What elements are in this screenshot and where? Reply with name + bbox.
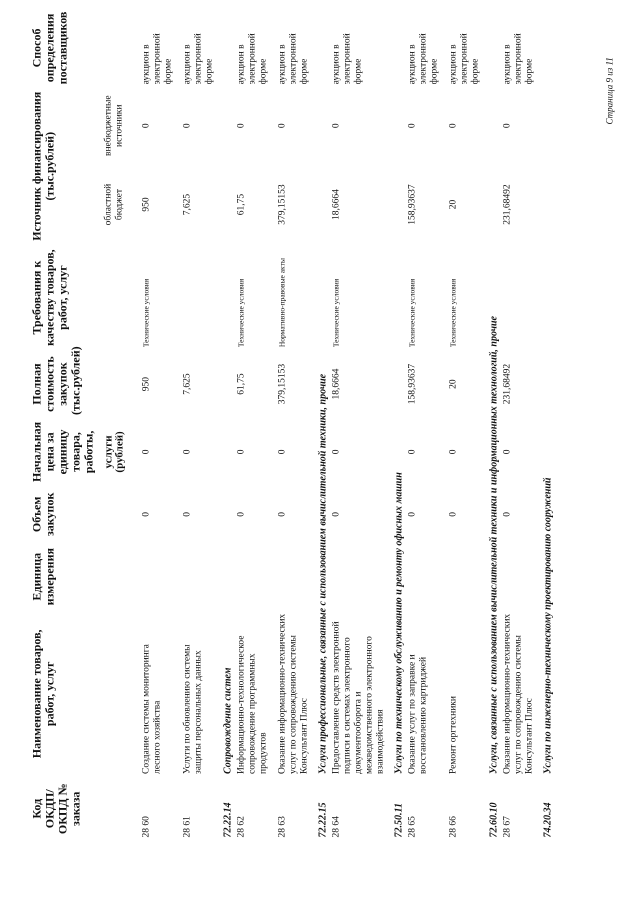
col-full-cost-header: Полная стоимость закупок (тыс.рублей)	[29, 346, 83, 415]
table-row	[234, 9, 275, 841]
item-name: Ремонт оргтехники	[448, 696, 459, 775]
item-name: Создание системы мониторинга лесного хозяйства	[141, 644, 163, 775]
item-name: Оказание информационно-технических услуг по сопровождению системы Консультант Плюс	[502, 613, 535, 775]
table-row	[329, 9, 392, 841]
item-requirements	[500, 245, 541, 350]
item-unit	[405, 543, 446, 611]
col-unit-header: Единица измерения	[29, 548, 57, 606]
section-code: 72.50.11	[393, 803, 405, 838]
item-name: Услуги по обновлению системы защиты персональных данных	[182, 644, 204, 775]
col-source-regional-header: областной бюджет	[103, 183, 125, 226]
item-volume: 0	[277, 511, 288, 517]
order-code: 28 60	[141, 816, 152, 838]
item-price: 0	[182, 449, 193, 455]
item-method: аукцион в электронной форме	[277, 33, 310, 85]
item-volume: 0	[448, 511, 459, 517]
item-method: аукцион в электронной форме	[236, 33, 269, 85]
item-regional: 950	[141, 197, 152, 212]
item-extra: 0	[236, 123, 247, 129]
rotated-page	[1, 0, 640, 905]
item-method: аукцион в электронной форме	[502, 33, 535, 85]
item-extra: 0	[448, 123, 459, 129]
section-code: 72.22.15	[317, 802, 329, 838]
item-unit	[329, 543, 392, 611]
item-cost: 379,15153	[277, 363, 288, 405]
section-title: Сопровождение систем	[222, 667, 234, 775]
header-row	[29, 9, 98, 841]
item-price: 0	[407, 449, 418, 455]
item-unit	[180, 543, 221, 611]
item-regional: 7,625	[182, 193, 193, 216]
item-regional: 61,75	[236, 193, 247, 216]
item-volume: 0	[141, 511, 152, 517]
item-cost: 158,93637	[407, 363, 418, 405]
item-extra: 0	[141, 123, 152, 129]
item-requirements: Технические условия	[141, 278, 151, 348]
section-row	[541, 9, 554, 841]
col-code-header: Код ОКДП/ ОКПД № заказа	[29, 783, 83, 835]
item-extra: 0	[182, 123, 193, 129]
section-row	[487, 9, 500, 841]
item-regional: 379,15153	[277, 184, 288, 225]
item-volume: 0	[182, 511, 193, 517]
order-code: 28 63	[277, 816, 288, 838]
col-volume-header: Объем закупок	[29, 492, 57, 537]
section-title: Услуги профессиональные, связанные с использованием вычислительной техники, прочие	[317, 373, 329, 775]
section-title: Услуги по инженерно-техническому проектированию сооружений	[542, 477, 554, 775]
item-extra: 0	[407, 123, 418, 129]
item-price: 0	[236, 449, 247, 455]
item-volume: 0	[407, 511, 418, 517]
item-cost: 231,68492	[502, 363, 513, 405]
col-start-price-header: Начальная цена за единицу товара, работы,	[29, 421, 96, 483]
item-requirements: Технические условия	[236, 278, 246, 348]
order-code: 28 61	[182, 816, 193, 838]
item-regional: 20	[448, 199, 459, 210]
table-row	[500, 9, 541, 841]
section-code: 72.22.14	[222, 802, 234, 838]
item-regional: 18,6664	[331, 189, 342, 220]
col-name-header: Наименование товаров, работ, услуг	[29, 629, 57, 759]
table-row	[275, 9, 316, 841]
col-source-extra-header: внебюджетные источники	[103, 95, 125, 157]
item-method: аукцион в электронной форме	[331, 33, 364, 85]
item-method: аукцион в электронной форме	[182, 33, 215, 85]
order-code: 28 66	[448, 816, 459, 838]
page-number: Страница 9 из 11	[604, 57, 615, 125]
item-extra: 0	[331, 123, 342, 129]
item-cost: 61,75	[236, 373, 247, 395]
item-name: Информационно-технологическое сопровождение программных продуктов	[236, 635, 269, 775]
item-name: Оказание услуг по заправке и восстановлению картриджей	[407, 654, 429, 775]
item-price: 0	[502, 449, 513, 455]
item-unit	[128, 543, 180, 611]
col-requirements-header: Требования к качеству товаров, работ, услуг	[29, 249, 70, 346]
item-volume: 0	[236, 511, 247, 517]
item-extra: 0	[502, 123, 513, 129]
item-unit	[446, 543, 487, 611]
section-title: Услуги по техническому обслуживанию и ремонту офисных машин	[393, 472, 405, 775]
section-code: 72.60.10	[488, 802, 500, 838]
item-price: 0	[448, 449, 459, 455]
table-row	[128, 9, 180, 841]
table-row	[180, 9, 221, 841]
item-cost: 18,6664	[331, 368, 342, 400]
item-unit	[275, 543, 316, 611]
item-regional: 231,68492	[502, 184, 513, 225]
item-requirements: Нормативно-правовые акты	[277, 258, 287, 348]
order-code: 28 64	[331, 816, 342, 838]
item-unit	[234, 543, 275, 611]
item-unit	[500, 543, 541, 611]
item-regional: 158,93637	[407, 184, 418, 225]
section-row	[316, 9, 329, 841]
item-method: аукцион в электронной форме	[407, 33, 440, 85]
order-code: 28 67	[502, 816, 513, 838]
item-extra: 0	[277, 123, 288, 129]
order-code: 28 65	[407, 816, 418, 838]
item-price: 0	[277, 449, 288, 455]
item-price: 0	[141, 449, 152, 455]
col-start-price-subheader: услуги (рублей)	[102, 431, 126, 473]
item-volume: 0	[502, 511, 513, 517]
section-row	[221, 9, 234, 841]
item-volume: 0	[331, 511, 342, 517]
section-row	[392, 9, 405, 841]
item-name: Оказание информационно-технических услуг по сопровождению системы Консультант Плюс	[277, 613, 310, 775]
item-name: Предоставление средств электронной подписи в системах электронного документооборота и межведомственного электронного взаимодействия	[331, 621, 386, 775]
item-cost: 20	[448, 379, 459, 389]
item-requirements: Технические условия	[407, 278, 417, 348]
section-code: 74.20.34	[542, 802, 554, 838]
item-price: 0	[331, 449, 342, 455]
procurement-table	[29, 9, 554, 841]
item-requirements: Технические условия	[448, 278, 458, 348]
table-row	[446, 9, 487, 841]
col-method-header: Способ определения поставщиков	[29, 11, 70, 85]
item-cost: 950	[141, 376, 152, 392]
item-requirements	[180, 245, 221, 350]
col-source-header: Источник финансирования (тыс.рублей)	[29, 91, 57, 241]
item-method: аукцион в электронной форме	[448, 33, 481, 85]
order-code: 28 62	[236, 816, 247, 838]
table-row	[405, 9, 446, 841]
item-requirements: Технические условия	[331, 278, 341, 348]
item-method: аукцион в электронной форме	[141, 33, 174, 85]
item-cost: 7,625	[182, 373, 193, 395]
section-title: Услуги, связанные с использованием вычислительной техники и информационных технологий, прочие	[488, 316, 500, 775]
